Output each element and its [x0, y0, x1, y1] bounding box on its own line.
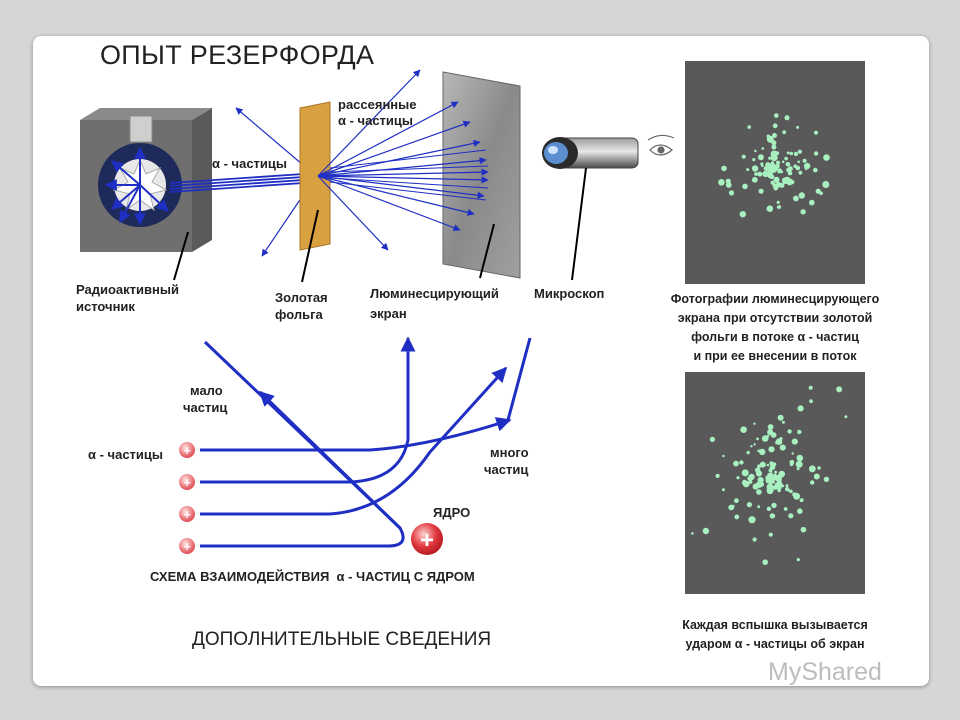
scintillation-dot	[742, 469, 749, 476]
scintillation-dot	[796, 461, 803, 468]
scintillation-dot	[797, 558, 800, 561]
scintillation-dot	[769, 533, 773, 537]
scintillation-dot	[740, 211, 746, 217]
luminescent-screen	[443, 72, 520, 278]
scintillation-dot	[747, 125, 751, 129]
scintillation-dot	[760, 462, 766, 468]
scintillation-dot	[771, 140, 776, 145]
scintillation-dot	[785, 115, 790, 120]
scintillation-dot	[799, 171, 803, 175]
scintillation-dots-2	[691, 386, 847, 565]
scintillation-dot	[753, 423, 755, 425]
scintillation-dot	[722, 455, 724, 457]
scintillation-dot	[800, 498, 804, 502]
scintillation-dot	[769, 461, 773, 465]
scintillation-dot	[716, 474, 720, 478]
flash-caption	[640, 616, 910, 654]
scintillation-dot	[747, 502, 752, 507]
scintillation-dot	[757, 172, 762, 177]
scintillation-dot	[793, 493, 800, 500]
scintillation-dot	[786, 162, 791, 167]
scintillation-dot	[752, 177, 758, 183]
scintillation-dot	[778, 415, 784, 421]
screen-label-2: экран	[370, 306, 407, 321]
scintillation-dot	[797, 161, 800, 164]
scintillation-dot	[786, 484, 789, 487]
scintillation-dot	[797, 455, 804, 462]
alpha-particle-plus: +	[183, 507, 191, 522]
scintillation-dot	[773, 123, 778, 128]
scheme-caption: СХЕМА ВЗАИМОДЕЙСТВИЯ α - ЧАСТИЦ С ЯДРОМ	[150, 569, 475, 584]
scheme-alpha-label: α - частицы	[88, 447, 164, 462]
microscope-label: Микроскоп	[534, 286, 605, 301]
flash-caption-line: ударом α - частицы об экран	[685, 637, 865, 651]
scintillation-dot	[797, 430, 801, 434]
scintillation-dot	[753, 537, 757, 541]
photos-caption-line: и при ее внесении в поток	[693, 349, 857, 363]
alpha-particle-plus: +	[183, 475, 191, 490]
foil-label-1: Золотая	[275, 290, 328, 305]
scintillation-dot	[807, 164, 810, 167]
photos-caption	[640, 290, 910, 366]
scintillation-dot	[721, 166, 727, 172]
many-label-1: много	[490, 445, 529, 460]
scintillation-dot	[797, 508, 803, 514]
alpha-particles	[179, 442, 195, 554]
scintillation-dot	[756, 470, 762, 476]
scintillation-dot	[748, 480, 752, 484]
watermark: MyShared	[768, 658, 882, 686]
scintillation-dot	[787, 429, 791, 433]
scintillation-dot	[798, 150, 802, 154]
scintillation-dot	[770, 464, 776, 470]
scintillation-dot	[782, 421, 785, 424]
scintillation-dot	[756, 438, 759, 441]
scintillation-dot	[774, 471, 777, 474]
scintillation-dot	[734, 515, 739, 520]
photos-caption-line: Фотографии люминесцирующего	[670, 292, 880, 306]
scintillation-dot	[796, 126, 799, 129]
scintillation-dot	[817, 466, 820, 469]
scintillation-dot	[718, 179, 725, 186]
scintillation-dot	[771, 432, 777, 438]
many-label-2: частиц	[484, 462, 529, 477]
scintillation-dot	[752, 165, 758, 171]
scintillation-dot	[771, 145, 776, 150]
scintillation-dot	[793, 196, 799, 202]
scintillation-dot	[780, 437, 783, 440]
scintillation-dot	[771, 181, 775, 185]
scattered-label-1: рассеянные	[338, 97, 417, 112]
scintillation-dot	[761, 147, 764, 150]
scintillation-dot	[780, 445, 786, 451]
scintillation-dot	[788, 171, 793, 176]
scintillation-dot	[761, 165, 764, 168]
scintillation-dot	[776, 161, 780, 165]
scintillation-dot	[754, 172, 758, 176]
scintillation-dot	[691, 532, 694, 535]
radioactive-source	[80, 108, 212, 252]
scintillation-dot	[805, 167, 808, 170]
scintillation-dot	[722, 488, 725, 491]
scintillation-dot	[734, 498, 739, 503]
eye-icon	[648, 135, 674, 155]
scintillation-dot	[774, 113, 779, 118]
scintillation-dot	[748, 516, 755, 523]
scintillation-dot	[761, 156, 764, 159]
scintillation-dot	[759, 449, 765, 455]
scintillation-dot	[809, 200, 815, 206]
scintillation-dot	[788, 166, 793, 171]
scintillation-dot	[768, 167, 773, 172]
scintillation-dot	[777, 205, 781, 209]
scintillation-dot	[740, 426, 747, 433]
scintillation-dot	[765, 162, 770, 167]
scintillation-dot	[784, 507, 788, 511]
scintillation-dot	[759, 189, 764, 194]
scintillation-dot	[746, 168, 749, 171]
nucleus-label: ЯДРО	[433, 505, 471, 520]
scintillation-dot	[762, 559, 768, 565]
scintillation-dot	[814, 474, 820, 480]
scintillation-dot	[771, 503, 776, 508]
scintillation-dot	[742, 155, 746, 159]
scintillation-dot	[801, 527, 807, 533]
scintillation-dot	[747, 451, 750, 454]
scintillation-dot	[752, 158, 755, 161]
scintillation-dot	[782, 177, 789, 184]
scintillation-dot	[790, 152, 794, 156]
scintillation-dot	[790, 460, 795, 465]
scintillation-dot	[813, 168, 818, 173]
scintillation-dot	[814, 131, 818, 135]
scintillation-dot	[769, 174, 774, 179]
scintillation-dot	[728, 505, 734, 511]
scintillation-dot	[770, 513, 775, 518]
scintillation-dot	[819, 191, 823, 195]
scintillation-dot	[773, 474, 776, 477]
scheme-upper-lines	[508, 338, 530, 420]
few-label-1: мало	[190, 383, 223, 398]
scintillation-dot	[759, 482, 764, 487]
scintillation-dot	[824, 477, 829, 482]
microscope	[542, 137, 638, 169]
scintillation-dot	[753, 484, 759, 490]
scintillation-dot	[757, 505, 760, 508]
scintillation-dot	[739, 460, 743, 464]
alpha-particle-plus: +	[183, 443, 191, 458]
scintillation-dot	[810, 480, 814, 484]
scintillation-dots-1	[718, 113, 830, 217]
nucleus-plus: +	[419, 527, 435, 554]
scintillation-dot	[777, 184, 780, 187]
scintillation-dot	[767, 507, 771, 511]
scintillation-dot	[749, 474, 755, 480]
scintillation-dot	[767, 464, 770, 467]
scintillation-dot	[809, 399, 813, 403]
scintillation-dot	[777, 485, 781, 489]
scintillation-dot	[753, 443, 755, 445]
photos-caption-line: экрана при отсутствии золотой	[677, 311, 873, 325]
scintillation-dot	[794, 152, 798, 156]
scintillation-dot	[798, 405, 804, 411]
scintillation-dot	[756, 489, 762, 495]
scintillation-dot	[799, 192, 805, 198]
scintillation-dot	[771, 151, 778, 158]
scintillation-dot	[750, 445, 752, 447]
photos-caption-line: фольги в потоке α - частиц	[691, 330, 859, 344]
scintillation-dot	[710, 437, 715, 442]
alpha-label: α - частицы	[212, 156, 288, 171]
scintillation-dot	[773, 167, 777, 171]
page-title: ОПЫТ РЕЗЕРФОРДА	[100, 40, 375, 70]
scintillation-dot	[733, 461, 739, 467]
alpha-particle-plus: +	[183, 539, 191, 554]
scintillation-dot	[767, 487, 774, 494]
scintillation-dot	[784, 157, 788, 161]
foil-label-2: фольга	[275, 307, 323, 322]
scintillation-dot	[729, 190, 734, 195]
scintillation-dot	[796, 166, 801, 171]
scintillation-dot	[787, 152, 790, 155]
scintillation-dot	[790, 180, 794, 184]
source-label-2: источник	[76, 299, 135, 314]
scintillation-dot	[773, 485, 778, 490]
scintillation-dot	[780, 170, 783, 173]
scintillation-dot	[782, 130, 786, 134]
scintillation-dot	[844, 415, 847, 418]
scintillation-dot	[792, 452, 794, 454]
scintillation-dot	[768, 446, 774, 452]
scintillation-dot	[703, 528, 709, 534]
additional-info-link[interactable]: ДОПОЛНИТЕЛЬНЫЕ СВЕДЕНИЯ	[192, 629, 492, 650]
scintillation-dot	[792, 439, 798, 445]
scintillation-dot	[742, 480, 748, 486]
scintillation-dot	[822, 181, 829, 188]
flash-caption-line: Каждая вспышка вызывается	[682, 618, 868, 632]
scintillation-dot	[788, 490, 791, 493]
scintillation-dot	[777, 201, 780, 204]
scintillation-dot	[809, 465, 816, 472]
scintillation-dot	[757, 450, 760, 453]
scintillation-dot	[809, 386, 813, 390]
scintillation-dot	[823, 154, 830, 161]
scintillation-dot	[782, 161, 785, 164]
scintillation-dot	[836, 386, 842, 392]
scintillation-dot	[742, 184, 748, 190]
scintillation-dot	[767, 205, 774, 212]
scintillation-dot	[754, 150, 757, 153]
screen-label-1: Люминесцирующий	[370, 286, 499, 301]
scintillation-dot	[777, 489, 781, 493]
scintillation-dot	[788, 513, 793, 518]
scintillation-dot	[803, 159, 807, 163]
scattered-label-2: α - частицы	[338, 113, 414, 128]
source-label-1: Радиоактивный	[76, 282, 179, 297]
scintillation-dot	[736, 476, 739, 479]
scintillation-dot	[767, 435, 770, 438]
few-label-2: частиц	[183, 400, 228, 415]
scintillation-dot	[768, 424, 774, 430]
scintillation-dot	[814, 151, 818, 155]
scintillation-dot	[781, 485, 784, 488]
scintillation-dot	[726, 182, 732, 188]
scintillation-dot	[800, 209, 805, 214]
